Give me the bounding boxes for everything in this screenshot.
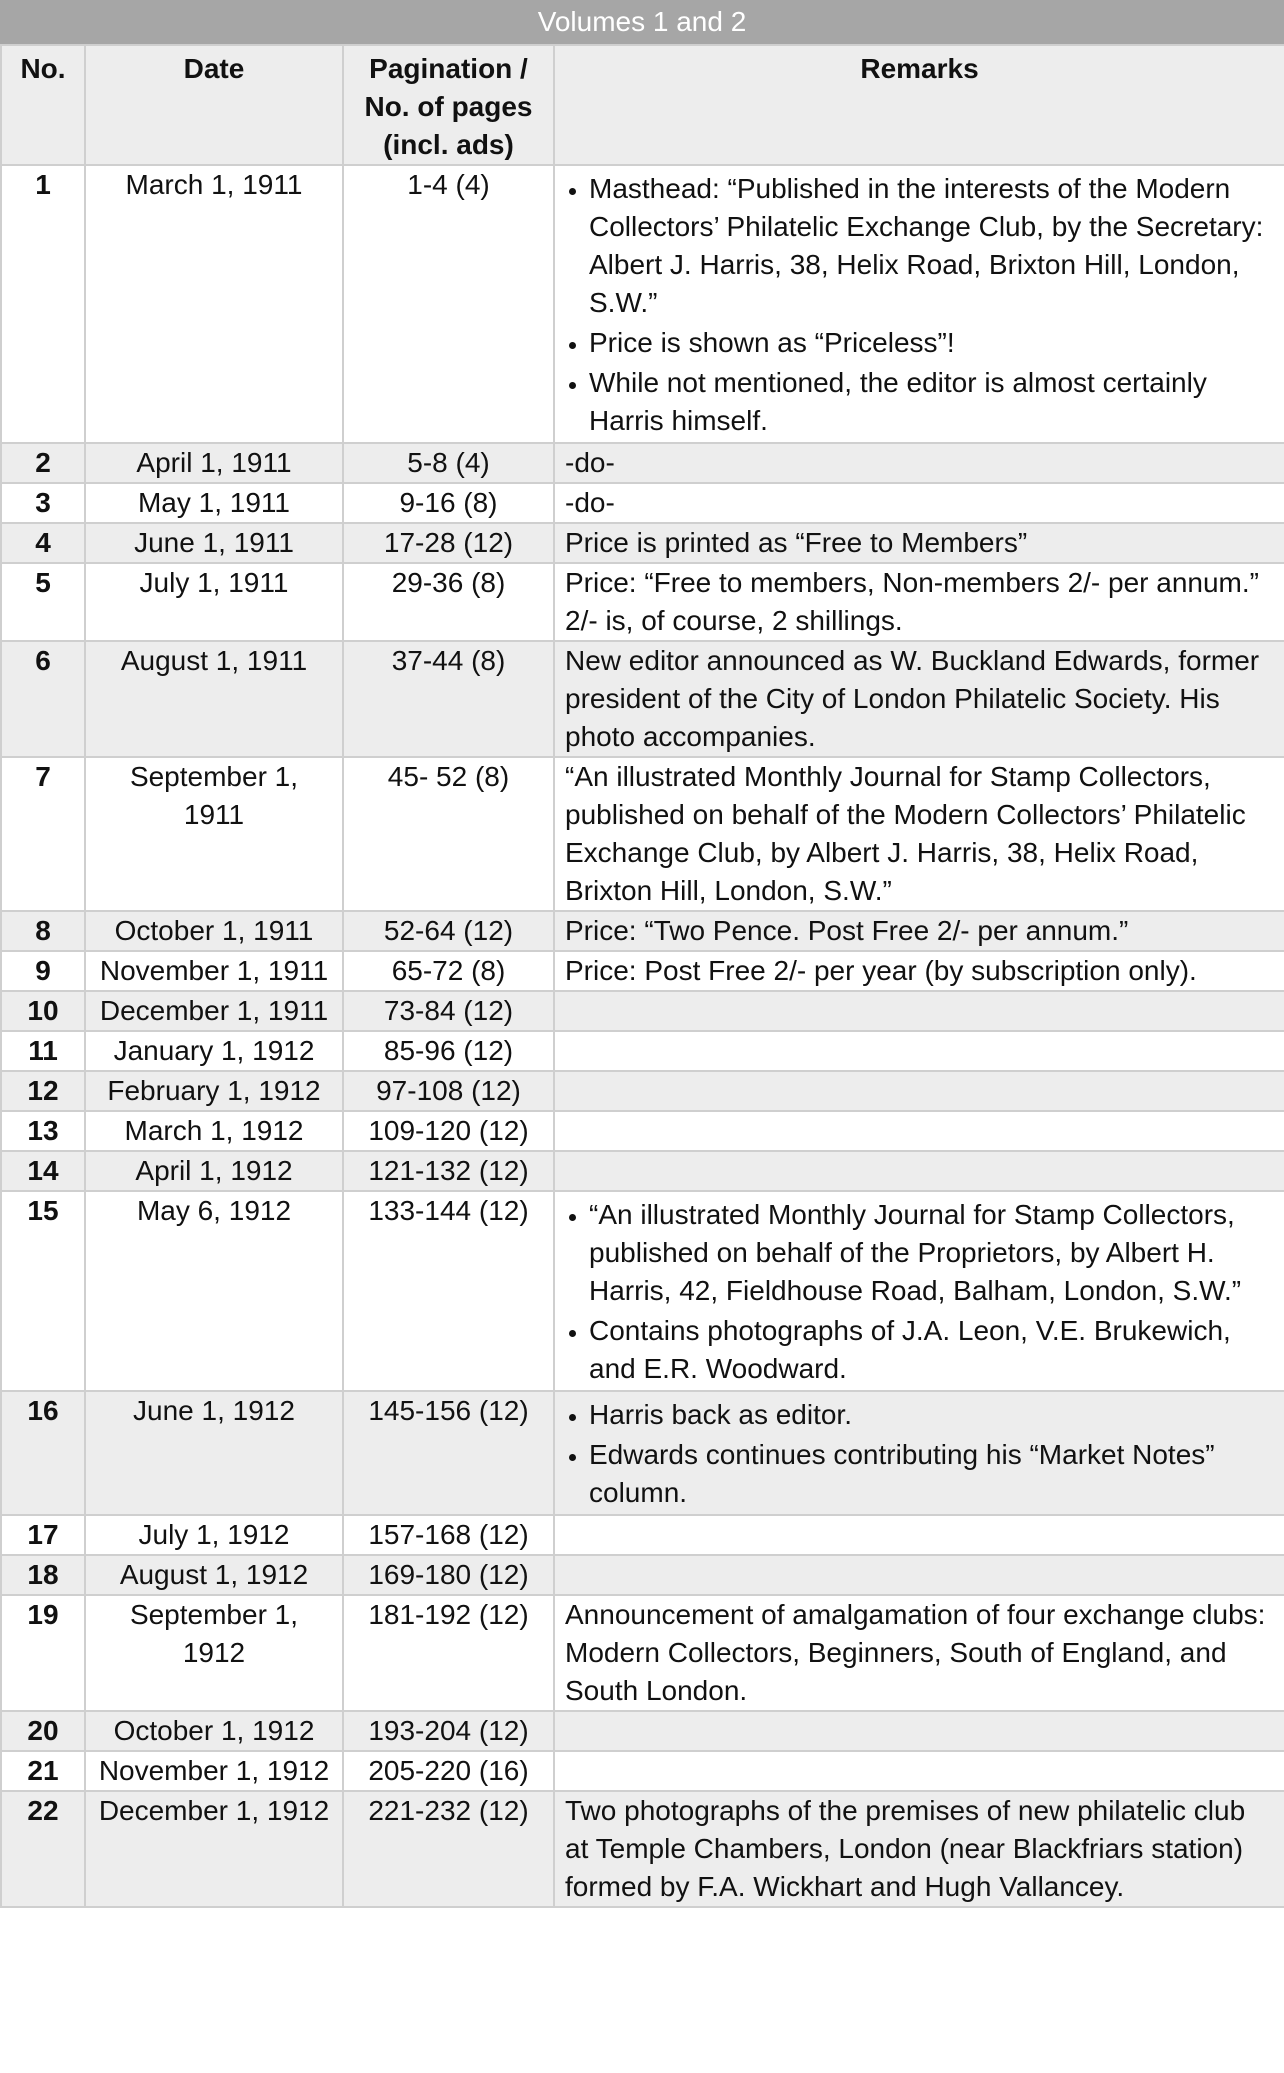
row-date: November 1, 1911 [85, 951, 343, 991]
row-date: June 1, 1911 [85, 523, 343, 563]
remarks-bullet-list [565, 1396, 1274, 1512]
row-date: August 1, 1911 [85, 641, 343, 757]
row-remarks [554, 563, 1284, 641]
row-remarks [554, 1031, 1284, 1071]
header-pagination [343, 45, 554, 165]
row-number: 13 [1, 1111, 85, 1151]
row-remarks [554, 523, 1284, 563]
row-pagination: 109-120 (12) [343, 1111, 554, 1151]
remarks-bullet-item: • Masthead: “Published in the interests of the Modern Collectors’ Philatelic Exchange Club, by the Secretary: Albert J. Harris, 38, Helix Road, Brixton Hill, London, S.W.” [589, 170, 1274, 322]
remarks-bullet-item: • Harris back as editor. [589, 1396, 1274, 1434]
row-number: 8 [1, 911, 85, 951]
row-remarks [554, 1711, 1284, 1751]
table-row [1, 1515, 1284, 1555]
row-number: 12 [1, 1071, 85, 1111]
row-remarks [554, 1555, 1284, 1595]
row-remarks [554, 951, 1284, 991]
table-row [1, 1031, 1284, 1071]
row-pagination: 52-64 (12) [343, 911, 554, 951]
table-row [1, 1751, 1284, 1791]
table-header-row [1, 45, 1284, 165]
remarks-text: Price: “Two Pence. Post Free 2/- per annum.” [565, 915, 1129, 946]
row-remarks [554, 443, 1284, 483]
row-remarks [554, 1071, 1284, 1111]
row-pagination: 9-16 (8) [343, 483, 554, 523]
row-remarks [554, 1791, 1284, 1907]
row-date: July 1, 1912 [85, 1515, 343, 1555]
row-number: 2 [1, 443, 85, 483]
row-pagination: 205-220 (16) [343, 1751, 554, 1791]
table-row [1, 165, 1284, 443]
row-number: 15 [1, 1191, 85, 1391]
row-date: April 1, 1912 [85, 1151, 343, 1191]
table-row [1, 951, 1284, 991]
row-date: August 1, 1912 [85, 1555, 343, 1595]
row-number: 22 [1, 1791, 85, 1907]
remarks-text: Price: “Free to members, Non-members 2/- per annum.” 2/- is, of course, 2 shillings. [565, 567, 1259, 636]
row-pagination: 45- 52 (8) [343, 757, 554, 911]
table-row [1, 1151, 1284, 1191]
table-row [1, 911, 1284, 951]
header-pagination-line3: (incl. ads) [383, 129, 514, 160]
table-row [1, 1071, 1284, 1111]
row-remarks [554, 1111, 1284, 1151]
remarks-bullet-item: • Price is shown as “Priceless”! [589, 324, 1274, 362]
row-pagination: 85-96 (12) [343, 1031, 554, 1071]
row-remarks [554, 911, 1284, 951]
row-date: October 1, 1911 [85, 911, 343, 951]
row-number: 16 [1, 1391, 85, 1515]
row-remarks [554, 1191, 1284, 1391]
remarks-text: “An illustrated Monthly Journal for Stamp Collectors, published on behalf of the Modern Collectors’ Philatelic Exchange Club, by Albert J. Harris, 38, Helix Road, Brixton Hill, London, S.W.” [565, 761, 1246, 906]
row-number: 4 [1, 523, 85, 563]
row-pagination: 157-168 (12) [343, 1515, 554, 1555]
row-number: 11 [1, 1031, 85, 1071]
row-number: 5 [1, 563, 85, 641]
table-row [1, 641, 1284, 757]
row-pagination: 37-44 (8) [343, 641, 554, 757]
remarks-bullet-list [565, 1196, 1274, 1388]
row-pagination: 5-8 (4) [343, 443, 554, 483]
remarks-text: New editor announced as W. Buckland Edwards, former president of the City of London Philatelic Society. His photo accompanies. [565, 645, 1260, 752]
row-pagination: 65-72 (8) [343, 951, 554, 991]
row-date: October 1, 1912 [85, 1711, 343, 1751]
row-pagination: 221-232 (12) [343, 1791, 554, 1907]
row-pagination: 1-4 (4) [343, 165, 554, 443]
row-pagination: 29-36 (8) [343, 563, 554, 641]
row-date: May 6, 1912 [85, 1191, 343, 1391]
row-date: September 1, 1911 [85, 757, 343, 911]
row-date: July 1, 1911 [85, 563, 343, 641]
row-pagination: 169-180 (12) [343, 1555, 554, 1595]
row-number: 18 [1, 1555, 85, 1595]
row-pagination: 133-144 (12) [343, 1191, 554, 1391]
header-pagination-line1: Pagination / [369, 53, 528, 84]
row-number: 10 [1, 991, 85, 1031]
row-remarks [554, 757, 1284, 911]
table-row [1, 563, 1284, 641]
table-row [1, 1595, 1284, 1711]
row-date: November 1, 1912 [85, 1751, 343, 1791]
remarks-text: -do- [565, 487, 615, 518]
row-date: May 1, 1911 [85, 483, 343, 523]
table-row [1, 1555, 1284, 1595]
table-caption: Volumes 1 and 2 [0, 0, 1284, 44]
row-pagination: 145-156 (12) [343, 1391, 554, 1515]
row-number: 19 [1, 1595, 85, 1711]
table-row [1, 523, 1284, 563]
row-remarks [554, 165, 1284, 443]
row-number: 3 [1, 483, 85, 523]
header-remarks: Remarks [554, 45, 1284, 165]
remarks-bullet-list [565, 170, 1274, 440]
row-remarks [554, 483, 1284, 523]
row-pagination: 73-84 (12) [343, 991, 554, 1031]
table-row [1, 1111, 1284, 1151]
remarks-bullet-item: • While not mentioned, the editor is almost certainly Harris himself. [589, 364, 1274, 440]
row-date: June 1, 1912 [85, 1391, 343, 1515]
row-pagination: 193-204 (12) [343, 1711, 554, 1751]
remarks-bullet-item: • Edwards continues contributing his “Market Notes” column. [589, 1436, 1274, 1512]
row-number: 17 [1, 1515, 85, 1555]
row-remarks [554, 1151, 1284, 1191]
row-number: 20 [1, 1711, 85, 1751]
row-date: February 1, 1912 [85, 1071, 343, 1111]
row-number: 14 [1, 1151, 85, 1191]
row-remarks [554, 1391, 1284, 1515]
header-date: Date [85, 45, 343, 165]
row-remarks [554, 641, 1284, 757]
row-date: September 1, 1912 [85, 1595, 343, 1711]
header-no: No. [1, 45, 85, 165]
row-number: 1 [1, 165, 85, 443]
header-pagination-line2: No. of pages [364, 91, 533, 122]
row-remarks [554, 1751, 1284, 1791]
row-pagination: 97-108 (12) [343, 1071, 554, 1111]
table-row [1, 443, 1284, 483]
row-pagination: 17-28 (12) [343, 523, 554, 563]
remarks-text: Two photographs of the premises of new philatelic club at Temple Chambers, London (near Blackfriars station) formed by F.A. Wickhart and Hugh Vallancey. [565, 1795, 1246, 1902]
remarks-bullet-item: • “An illustrated Monthly Journal for Stamp Collectors, published on behalf of the Proprietors, by Albert H. Harris, 42, Fieldhouse Road, Balham, London, S.W.” [589, 1196, 1274, 1310]
remarks-text: Announcement of amalgamation of four exchange clubs: Modern Collectors, Beginners, South of England, and South London. [565, 1599, 1266, 1706]
row-date: March 1, 1911 [85, 165, 343, 443]
row-remarks [554, 1595, 1284, 1711]
row-number: 21 [1, 1751, 85, 1791]
row-remarks [554, 991, 1284, 1031]
table-body [1, 165, 1284, 1907]
row-date: December 1, 1912 [85, 1791, 343, 1907]
row-number: 6 [1, 641, 85, 757]
row-number: 7 [1, 757, 85, 911]
row-date: January 1, 1912 [85, 1031, 343, 1071]
table-row [1, 1191, 1284, 1391]
row-number: 9 [1, 951, 85, 991]
table-row [1, 1791, 1284, 1907]
row-pagination: 181-192 (12) [343, 1595, 554, 1711]
table-row [1, 1391, 1284, 1515]
remarks-text: Price is printed as “Free to Members” [565, 527, 1028, 558]
row-date: December 1, 1911 [85, 991, 343, 1031]
remarks-bullet-item: • Contains photographs of J.A. Leon, V.E. Brukewich, and E.R. Woodward. [589, 1312, 1274, 1388]
table-row [1, 757, 1284, 911]
table-row [1, 483, 1284, 523]
table-row [1, 1711, 1284, 1751]
row-date: March 1, 1912 [85, 1111, 343, 1151]
volumes-table [0, 44, 1284, 1908]
remarks-text: Price: Post Free 2/- per year (by subscription only). [565, 955, 1197, 986]
row-remarks [554, 1515, 1284, 1555]
row-date: April 1, 1911 [85, 443, 343, 483]
table-row [1, 991, 1284, 1031]
row-pagination: 121-132 (12) [343, 1151, 554, 1191]
remarks-text: -do- [565, 447, 615, 478]
